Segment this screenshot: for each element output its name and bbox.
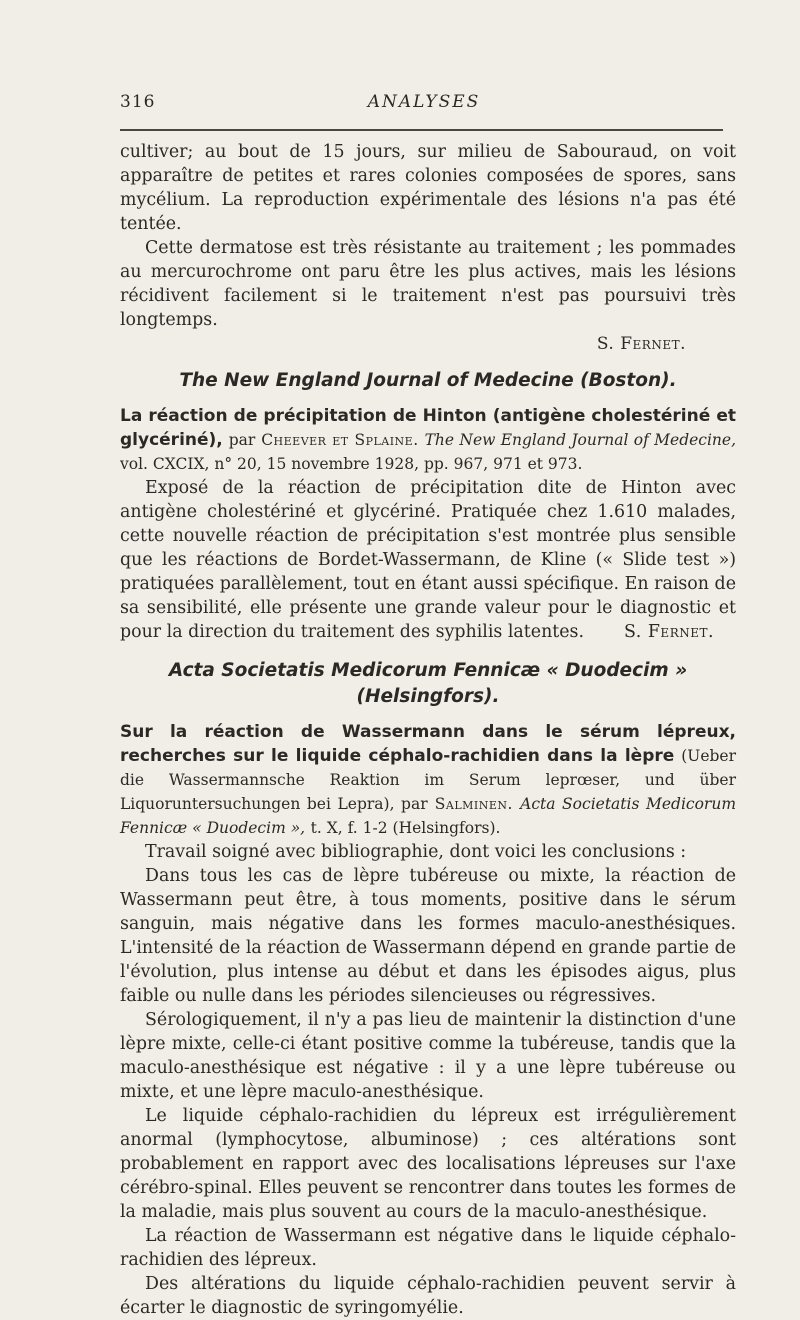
journal-reference: The New England Journal of Medecine,: [424, 431, 737, 449]
paragraph: cultiver; au bout de 15 jours, sur milieu de Sabouraud, on voit apparaître de petites et rares colonies composées de spores, sans mycélium. La reproduction expérimentale des lésions n'a pas été tentée.: [120, 142, 736, 234]
article-title: Sur la réaction de Wassermann dans le sérum lépreux, recherches sur le liquide céphalo-rachidien dans la lèpre: [120, 722, 736, 766]
journal-heading: Acta Societatis Medicorum Fennicæ « Duodecim » (Helsingfors).: [168, 660, 688, 707]
page-body: [120, 140, 736, 1320]
author-signature: S. Fernet.: [624, 622, 715, 642]
paragraph: Sérologiquement, il n'y a pas lieu de maintenir la distinction d'une lèpre mixte, celle-ci étant positive comme la tubéreuse, tandis que la maculo-anesthésique est négative : il y a une lèpre tubéreuse ou mixte, et une lèpre maculo-anesthésique.: [120, 1010, 736, 1102]
article-title: La réaction de précipitation de Hinton (antigène cholestériné et glycériné),: [120, 406, 736, 450]
german-title: (Ueber die Wassermannsche Reaktion im Serum leprœser, und über Liquoruntersuchungen bei Lepra), par: [120, 747, 736, 813]
page-header: [120, 92, 728, 116]
reference-detail: vol. CXCIX, n° 20, 15 novembre 1928, pp. 967, 971 et 973.: [120, 455, 583, 473]
header-rule: [120, 129, 723, 131]
journal-reference: Acta Societatis Medicorum Fennicæ « Duodecim »,: [120, 795, 737, 837]
by-word: par: [228, 431, 256, 449]
article-authors: Cheever et Splaine.: [261, 431, 419, 449]
paragraph: Dans tous les cas de lèpre tubéreuse ou mixte, la réaction de Wassermann peut être, à tous moments, positive dans le sérum sanguin, mais négative dans les formes maculo-anesthésiques. L'intensité de la réaction de Wassermann dépend en grande partie de l'évolution, plus intense au début et dans les épisodes aigus, plus faible ou nulle dans les périodes silencieuses ou régressives.: [120, 866, 736, 1006]
paragraph: Travail soigné avec bibliographie, dont voici les conclusions :: [145, 842, 687, 862]
paragraph-text: Exposé de la réaction de précipitation dite de Hinton avec antigène cholestériné et glycériné. Pratiquée chez 1.610 malades, cette nouvelle réaction de précipitation s'est montrée plus sensible que les réactions de Bordet-Wassermann, de Kline (« Slide test ») pratiquées parallèlement, tout en étant aussi spécifique. En raison de sa sensibilité, elle présente une grande valeur pour le diagnostic et pour la direction du traitement des syphilis latentes.: [120, 478, 736, 642]
paragraph: La réaction de Wassermann est négative dans le liquide céphalo-rachidien des lépreux.: [120, 1226, 736, 1270]
paragraph: [120, 476, 736, 644]
page-number: 316: [120, 92, 156, 112]
paragraph: Le liquide céphalo-rachidien du lépreux est irrégulièrement anormal (lymphocytose, albuminose) ; ces altérations sont probablement en rapport avec des localisations lépreuses sur l'axe cérébro-spinal. Elles peuvent se rencontrer dans toutes les formes de la maladie, mais plus souvent au cours de la maculo-anesthésique.: [120, 1106, 736, 1222]
signature: [120, 332, 736, 356]
article-reference: [120, 404, 736, 476]
article-authors: Salminen.: [434, 795, 513, 813]
running-title: ANALYSES: [367, 92, 481, 112]
article-reference: [120, 720, 736, 840]
paragraph: Cette dermatose est très résistante au traitement ; les pommades au mercurochrome ont paru être les plus actives, mais les lésions récidivent facilement si le traitement n'est pas poursuivi très longtemps.: [120, 238, 736, 330]
paragraph: Des altérations du liquide céphalo-rachidien peuvent servir à écarter le diagnostic de syringomyélie.: [120, 1274, 736, 1318]
author-signature: S. Fernet.: [596, 334, 686, 354]
reference-detail: t. X, f. 1-2 (Helsingfors).: [310, 819, 501, 837]
journal-heading: The New England Journal of Medecine (Boston).: [179, 370, 677, 391]
